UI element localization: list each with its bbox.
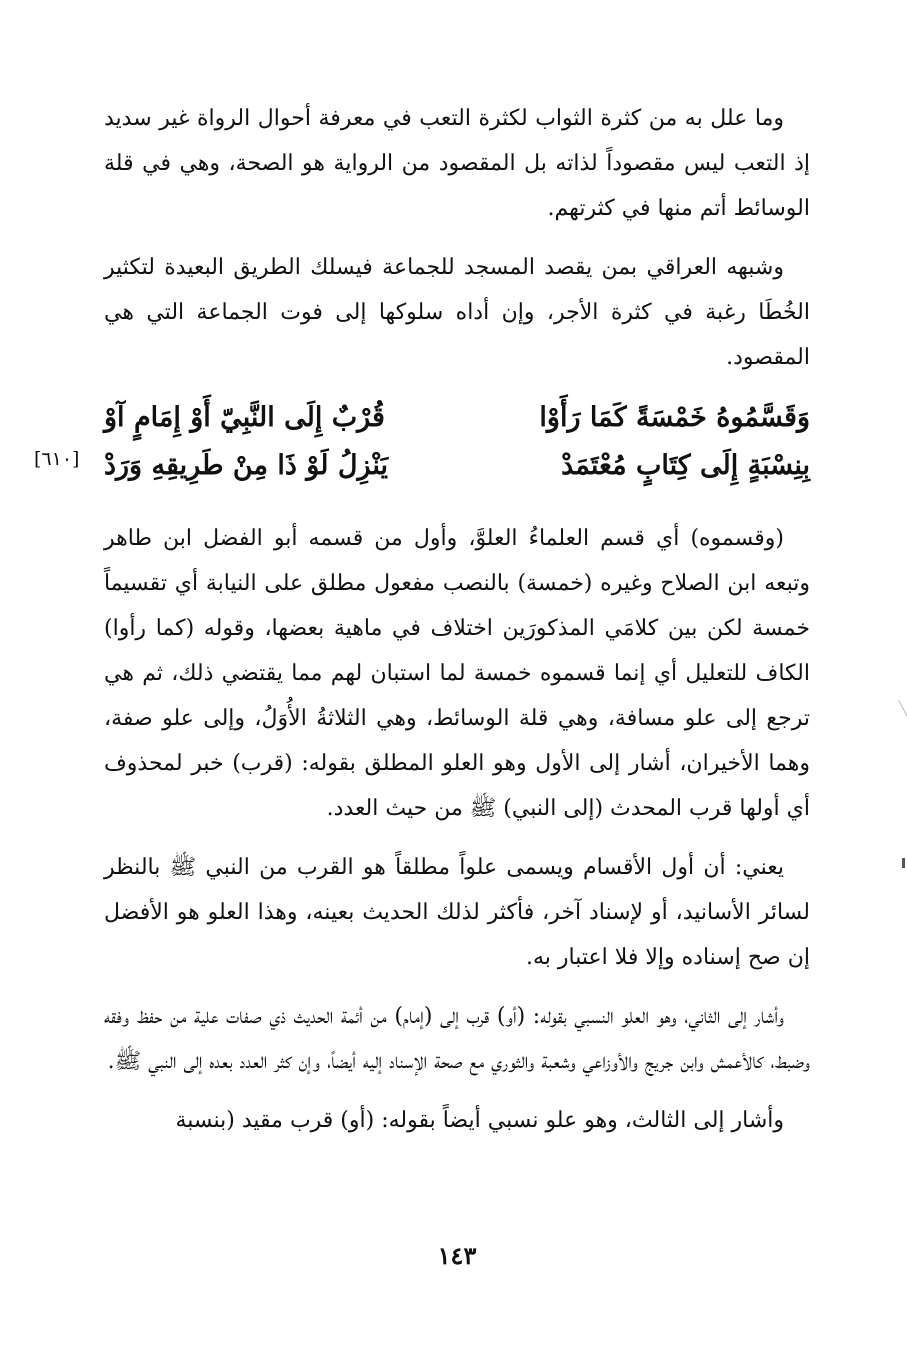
paragraph: وأشار إلى الثالث، وهو علو نسبي أيضاً بقوله: (أو) قرب مقيد (بنسبة (175, 1108, 784, 1133)
paragraph: وأشار إلى الثاني، وهو العلو النسبي بقوله: (أو) قرب إلى (إمام) من أئمة الحديث ذي صفات علية من حفظ وفقه وضبط، كالأعمش وابن جريج والأوزاعي وشعبة والثوري مع صحة الإسناد إليه أيضاً، وإن كثر العدد بعده إلى النبي ﷺ. (104, 1004, 810, 1074)
paragraph: يعني: أن أول الأقسام ويسمى علواً مطلقاً هو القرب من النبي ﷺ بالنظر لسائر الأسانيد، أو لإسناد آخر، فأكثر لذلك الحديث بعينه، وهذا العلو هو الأفضل إن صح إسناده وإلا فلا اعتبار به. (104, 855, 810, 970)
paragraph: وشبهه العراقي بمن يقصد المسجد للجماعة فيسلك الطريق البعيدة لتكثير الخُطَا رغبة في كثرة الأجر، وإن أداه سلوكها إلى فوت الجماعة التي هي المقصود. (104, 255, 810, 370)
verse-line-1 (104, 394, 810, 442)
verse-hemistich-right: وَقَسَّمُوهُ خَمْسَةً كَمَا رَأَوْا (539, 402, 810, 433)
paragraph: (وقسموه) أي قسم العلماءُ العلوَّ، وأول من قسمه أبو الفضل ابن طاهر وتبعه ابن الصلاح وغيره (خمسة) بالنصب مفعول مطلق على النيابة أي تقسيماً خمسة لكن بين كلامَي المذكورَين اختلاف في ماهية بعضها، وقوله (كما رأوا) الكاف للتعليل أي إنما قسموه خمسة لما استبان لهم مما يقتضي ذلك، ثم هي ترجع إلى علو مسافة، وهي قلة الوسائط، وهي الثلاثةُ الأُوَلُ، وإلى علو صفة، وهما الأخيران، أشار إلى الأول وهو العلو المطلق بقوله: (قرب) خبر لمحذوف أي أولها قرب المحدث (إلى النبي) ﷺ من حيث العدد. (104, 526, 811, 821)
verse-hemistich-right: بِنِسْبَةٍ إِلَى كِتَابٍ مُعْتَمَدْ (561, 450, 810, 481)
book-page (34, 96, 811, 1346)
poem-verse (34, 394, 810, 490)
verse-line-2 (104, 442, 810, 490)
scan-mark (898, 700, 907, 806)
page-number: ١٤٣ (437, 1241, 477, 1270)
paragraph: وما علل به من كثرة الثواب لكثرة التعب في معرفة أحوال الرواة غير سديد إذ التعب ليس مقصوداً لذاته بل المقصود من الرواية هو الصحة، وهي في قلة الوسائط أتم منها في كثرتهم. (104, 106, 810, 221)
verse-number: [٦١٠] (34, 448, 80, 470)
verse-hemistich-left: قُرْبٌ إِلَى النَّبِيّ أَوْ إِمَامٍ آوْ (104, 402, 385, 433)
verse-hemistich-left: يَنْزِلُ لَوْ ذَا مِنْ طَرِيقِهِ وَرَدْ (104, 450, 389, 481)
scan-mark (902, 858, 905, 868)
